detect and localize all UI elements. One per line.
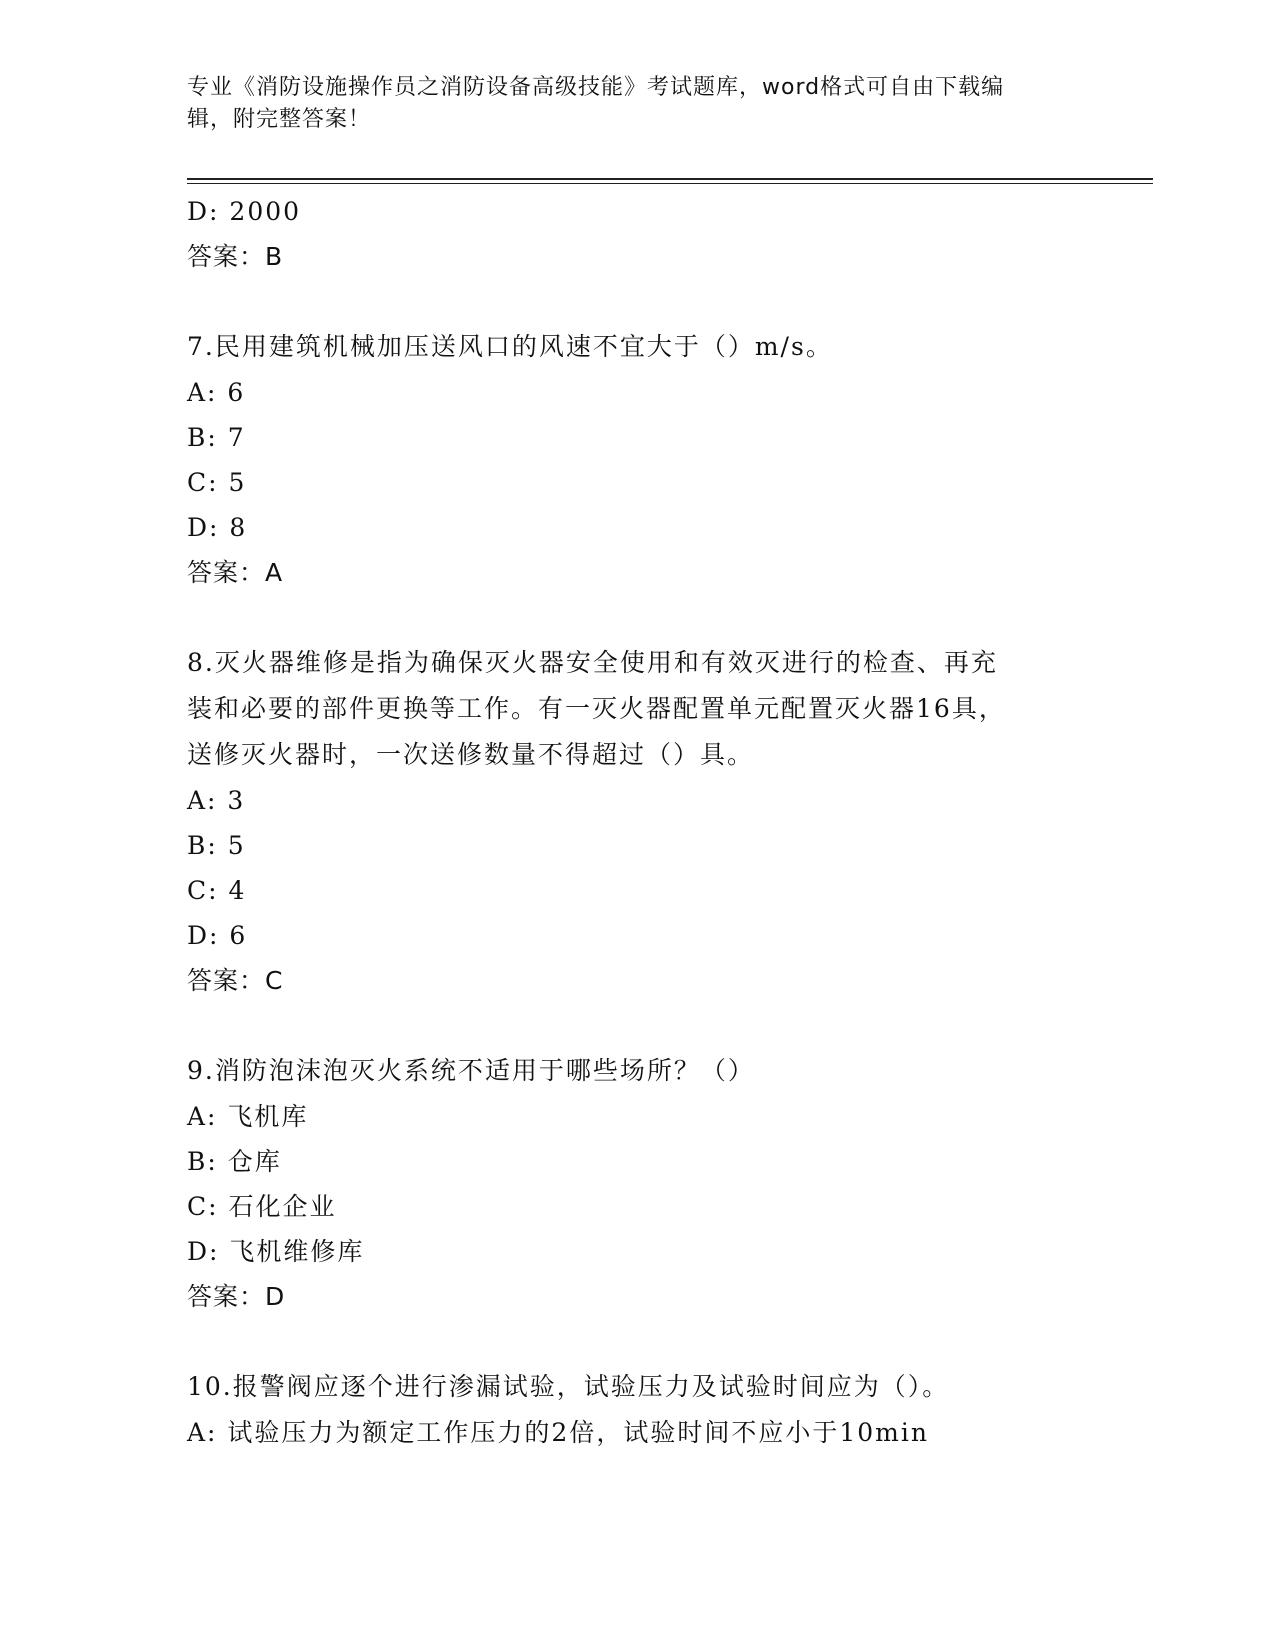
page-header xyxy=(187,72,1067,136)
question-content xyxy=(187,189,1087,1455)
question-10 xyxy=(187,1364,1087,1455)
question-text: 7.民用建筑机械加压送风口的风速不宜大于（）m/s。 xyxy=(187,332,833,361)
option-c: C: 4 xyxy=(187,876,247,905)
option-b: B: 5 xyxy=(187,831,246,860)
answer-line: 答案：A xyxy=(187,558,284,587)
header-divider-thick xyxy=(187,178,1153,180)
option-d: D: 2000 xyxy=(187,197,302,226)
question-text: 装和必要的部件更换等工作。有一灭火器配置单元配置灭火器16具， xyxy=(187,694,1006,723)
option-d: D: 6 xyxy=(187,921,248,950)
previous-question-tail xyxy=(187,189,1087,280)
spacer xyxy=(187,1004,1087,1048)
header-line-2: 辑，附完整答案！ xyxy=(187,107,372,132)
option-a: A: 6 xyxy=(187,378,246,407)
header-divider-thin xyxy=(187,183,1153,184)
spacer xyxy=(187,1320,1087,1364)
question-text: 送修灭火器时，一次送修数量不得超过（）具。 xyxy=(187,740,755,769)
spacer xyxy=(187,280,1087,324)
answer-line: 答案：B xyxy=(187,242,284,271)
option-b: B: 7 xyxy=(187,423,246,452)
question-8 xyxy=(187,640,1087,1004)
question-7 xyxy=(187,324,1087,596)
option-d: D: 8 xyxy=(187,513,248,542)
question-9 xyxy=(187,1048,1087,1320)
header-line-1: 专业《消防设施操作员之消防设备高级技能》考试题库，word格式可自由下载编 xyxy=(187,75,1005,100)
answer-line: 答案：D xyxy=(187,1282,286,1311)
question-text: 10.报警阀应逐个进行渗漏试验，试验压力及试验时间应为（）。 xyxy=(187,1372,950,1401)
option-c: C: 石化企业 xyxy=(187,1192,337,1221)
option-c: C: 5 xyxy=(187,468,247,497)
question-text: 8.灭火器维修是指为确保灭火器安全使用和有效灭进行的检查、再充 xyxy=(187,648,998,677)
option-a: A: 试验压力为额定工作压力的2倍，试验时间不应小于10min xyxy=(187,1418,929,1447)
question-text: 9.消防泡沫泡灭火系统不适用于哪些场所？（） xyxy=(187,1056,755,1085)
option-b: B: 仓库 xyxy=(187,1147,282,1176)
option-d: D: 飞机维修库 xyxy=(187,1237,365,1266)
option-a: A: 3 xyxy=(187,786,246,815)
spacer xyxy=(187,596,1087,640)
option-a: A: 飞机库 xyxy=(187,1102,309,1131)
answer-line: 答案：C xyxy=(187,966,284,995)
